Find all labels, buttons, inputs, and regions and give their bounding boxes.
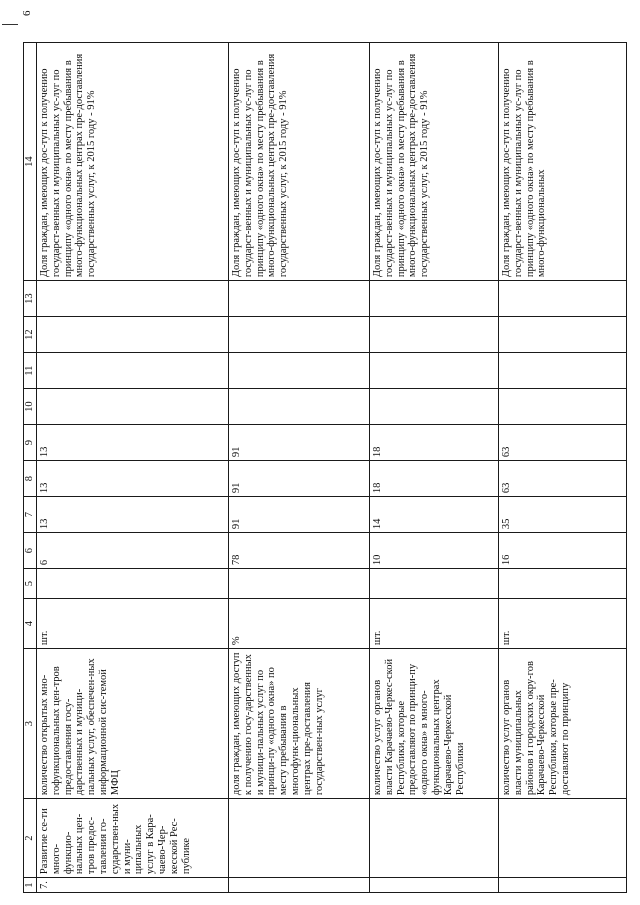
value-col-7: 91: [229, 497, 370, 533]
value-col-6: 6: [37, 533, 229, 569]
value-col-10: [37, 389, 229, 425]
activity-name: [499, 799, 627, 878]
value-col-12: [370, 317, 499, 353]
col-header-14: 14: [24, 43, 37, 281]
col-header-4: 4: [24, 599, 37, 649]
program-indicators-table: [23, 42, 627, 893]
unit: шт.: [499, 599, 627, 649]
col-header-3: 3: [24, 649, 37, 799]
expected-result: Доля граждан, имеющих дос-туп к получению государст-венных и муниципальных ус-луг по принципу «одного окна» по месту пребывания в много-функциональных центрах пре-доставления государственных услуг, к 2015 году - 91%: [229, 43, 370, 281]
indicator-name: количество услуг органов власти муниципальных районов и городских окру-гов Карачаево-Черкесской Республики, которые пре-доставляют по принципу: [499, 649, 627, 799]
col-header-6: 6: [24, 533, 37, 569]
expected-result: Доля граждан, имеющих дос-туп к получению государст-венных и муниципальных ус-луг по принципу «одного окна» по месту пребывания в много-функциональных центрах пре-доставления государственных услуг, к 2015 году - 91%: [370, 43, 499, 281]
row-number: 7.: [37, 878, 229, 893]
value-col-8: 91: [229, 461, 370, 497]
unit: %: [229, 599, 370, 649]
indicator-name: количество открытых мно-гофункциональных цен-тров предоставления госу-дарственных и муници-пальных услуг, обеспечен-ных информационной сис-темой МФЦ: [37, 649, 229, 799]
unit: шт.: [370, 599, 499, 649]
header-rule: [2, 24, 18, 25]
row-number: [229, 878, 370, 893]
col-header-1: 1: [24, 878, 37, 893]
value-col-12: [37, 317, 229, 353]
value-col-13: [37, 281, 229, 317]
col-header-7: 7: [24, 497, 37, 533]
table-row: [370, 43, 499, 893]
value-col-11: [229, 353, 370, 389]
value-col-7: 35: [499, 497, 627, 533]
value-col-9: 63: [499, 425, 627, 461]
column-number-row: [24, 43, 37, 893]
col-header-13: 13: [24, 281, 37, 317]
value-col-5: [370, 569, 499, 599]
value-col-10: [370, 389, 499, 425]
value-col-7: 14: [370, 497, 499, 533]
value-col-7: 13: [37, 497, 229, 533]
value-col-11: [37, 353, 229, 389]
value-col-5: [37, 569, 229, 599]
indicator-name: количество услуг органов власти Карачаево-Черкес-ской Республики, которые предоставляют по принци-пу «одного окна» в много-функциональных центрах Карачаево-Черкесской Республики: [370, 649, 499, 799]
expected-result: Доля граждан, имеющих дос-туп к получению государст-венных и муниципальных ус-луг по принципу «одного окна» по месту пребывания в много-функциональных: [499, 43, 627, 281]
value-col-6: 16: [499, 533, 627, 569]
col-header-2: 2: [24, 799, 37, 878]
page-number: 6: [21, 10, 33, 16]
value-col-6: 78: [229, 533, 370, 569]
value-col-13: [370, 281, 499, 317]
expected-result: Доля граждан, имеющих дос-туп к получению государст-венных и муниципальных ус-луг по принципу «одного окна» по месту пребывания в много-функциональных центрах пре-доставления государственных услуг, к 2015 году - 91%: [37, 43, 229, 281]
value-col-8: 13: [37, 461, 229, 497]
table-row: [499, 43, 627, 893]
indicator-name: доля граждан, имеющих доступ к получению госу-дарственных и муници-пальных услуг по принци-пу «одного окна» по месту пребывания в многофунк-циональных центрах пре-доставления государствен-ных услуг: [229, 649, 370, 799]
value-col-9: 91: [229, 425, 370, 461]
value-col-10: [499, 389, 627, 425]
col-header-5: 5: [24, 569, 37, 599]
value-col-12: [499, 317, 627, 353]
col-header-11: 11: [24, 353, 37, 389]
activity-name: [229, 799, 370, 878]
col-header-10: 10: [24, 389, 37, 425]
col-header-9: 9: [24, 425, 37, 461]
value-col-5: [229, 569, 370, 599]
col-header-8: 8: [24, 461, 37, 497]
value-col-13: [229, 281, 370, 317]
value-col-8: 18: [370, 461, 499, 497]
value-col-11: [499, 353, 627, 389]
table-row: [37, 43, 229, 893]
unit: шт.: [37, 599, 229, 649]
value-col-10: [229, 389, 370, 425]
row-number: [499, 878, 627, 893]
value-col-9: 18: [370, 425, 499, 461]
value-col-5: [499, 569, 627, 599]
activity-name: Развитие се-ти много-функцио-нальных цен-тров предос-тавления го-сударствен-ных и муни-ципальных услуг в Кара-чаево-Чер-кесской Рес-публике: [37, 799, 229, 878]
value-col-9: 13: [37, 425, 229, 461]
value-col-8: 63: [499, 461, 627, 497]
value-col-13: [499, 281, 627, 317]
table-row: [229, 43, 370, 893]
value-col-6: 10: [370, 533, 499, 569]
activity-name: [370, 799, 499, 878]
col-header-12: 12: [24, 317, 37, 353]
row-number: [370, 878, 499, 893]
value-col-11: [370, 353, 499, 389]
value-col-12: [229, 317, 370, 353]
